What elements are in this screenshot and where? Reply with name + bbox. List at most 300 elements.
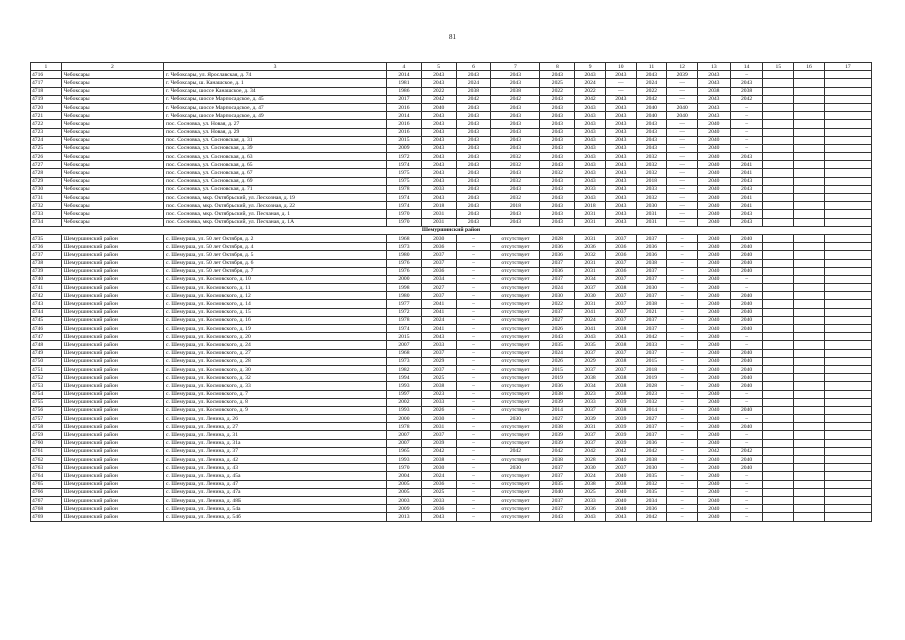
- cell-id: 4752: [31, 374, 62, 382]
- cell-value: 2037: [421, 349, 456, 357]
- cell-value: —: [605, 79, 636, 87]
- cell-empty: [794, 234, 825, 242]
- cell-mun: Чебоксары: [61, 120, 163, 128]
- cell-value: 2023: [421, 390, 456, 398]
- column-number-cell: 16: [794, 63, 825, 71]
- cell-value: 2033: [421, 496, 456, 504]
- cell-empty: [794, 202, 825, 210]
- cell-value: 2037: [575, 284, 606, 292]
- cell-id: 4739: [31, 267, 62, 275]
- cell-value: 2039: [605, 431, 636, 439]
- cell-value: 2043: [730, 177, 763, 185]
- cell-y: 2007: [387, 341, 422, 349]
- cell-empty: [794, 185, 825, 193]
- cell-value: 2043: [605, 71, 636, 79]
- table-row: [31, 333, 872, 341]
- cell-value: —: [667, 128, 698, 136]
- cell-value: 2043: [575, 128, 606, 136]
- cell-value: 2018: [491, 202, 540, 210]
- cell-value: 2040: [698, 161, 731, 169]
- cell-value: 2030: [491, 415, 540, 423]
- section-title: Шемуршинский район: [31, 226, 872, 234]
- table-row: [31, 202, 872, 210]
- cell-addr: с. Шемурша, ул. Ленина, д. 37: [163, 447, 386, 455]
- cell-value: 2030: [575, 464, 606, 472]
- cell-value: 2040: [698, 382, 731, 390]
- cell-value: 2039: [605, 439, 636, 447]
- cell-value: 2040: [698, 267, 731, 275]
- registry-table: [30, 62, 872, 522]
- cell-addr: г. Чебоксары, шоссе Марпосадское, д. 47: [163, 103, 386, 111]
- cell-value: 2040: [698, 431, 731, 439]
- cell-value: 2040: [698, 325, 731, 333]
- cell-value: 2037: [636, 423, 667, 431]
- cell-value: 2040: [698, 341, 731, 349]
- cell-id: 4741: [31, 284, 62, 292]
- cell-mun: Шемуршинский район: [61, 349, 163, 357]
- cell-value: 2040: [698, 234, 731, 242]
- cell-value: –: [667, 447, 698, 455]
- cell-value: 2027: [540, 316, 575, 324]
- cell-value: 2026: [540, 357, 575, 365]
- cell-value: 2041: [575, 325, 606, 333]
- cell-empty: [824, 341, 871, 349]
- cell-value: 2040: [605, 472, 636, 480]
- cell-value: 2040: [730, 374, 763, 382]
- cell-value: 2040: [730, 308, 763, 316]
- cell-empty: [763, 464, 794, 472]
- cell-mun: Чебоксары: [61, 95, 163, 103]
- cell-value: 2040: [605, 456, 636, 464]
- column-number-cell: 4: [387, 63, 422, 71]
- cell-value: –: [667, 284, 698, 292]
- cell-id: 4725: [31, 144, 62, 152]
- table-row: [31, 406, 872, 414]
- cell-value: –: [456, 513, 491, 521]
- cell-value: 2043: [456, 218, 491, 226]
- cell-empty: [763, 194, 794, 202]
- cell-value: 2040: [730, 464, 763, 472]
- cell-value: отсутствует: [491, 308, 540, 316]
- cell-value: 2041: [575, 308, 606, 316]
- cell-value: 2037: [540, 275, 575, 283]
- cell-empty: [763, 349, 794, 357]
- cell-value: –: [456, 415, 491, 423]
- cell-value: —: [667, 136, 698, 144]
- cell-value: 2014: [540, 406, 575, 414]
- cell-addr: с. Шемурша, ул. Космовского, д. 19: [163, 325, 386, 333]
- cell-value: 2036: [540, 243, 575, 251]
- cell-value: 2043: [636, 120, 667, 128]
- cell-value: 2043: [456, 103, 491, 111]
- cell-value: 2038: [605, 374, 636, 382]
- cell-value: 2037: [575, 406, 606, 414]
- cell-value: 2040: [698, 439, 731, 447]
- cell-value: 2039: [540, 398, 575, 406]
- cell-empty: [794, 210, 825, 218]
- cell-y: 2004: [387, 472, 422, 480]
- cell-value: 2043: [456, 161, 491, 169]
- cell-id: 4762: [31, 456, 62, 464]
- cell-y: 1976: [387, 267, 422, 275]
- cell-addr: с. Шемурша, ул. Космовского, д. 10: [163, 275, 386, 283]
- cell-value: 2035: [540, 480, 575, 488]
- cell-value: 2043: [605, 153, 636, 161]
- cell-value: отсутствует: [491, 513, 540, 521]
- cell-empty: [763, 316, 794, 324]
- cell-value: 2042: [491, 447, 540, 455]
- cell-empty: [824, 447, 871, 455]
- cell-value: 2043: [575, 153, 606, 161]
- cell-mun: Шемуршинский район: [61, 357, 163, 365]
- table-row: [31, 472, 872, 480]
- cell-mun: Чебоксары: [61, 177, 163, 185]
- cell-value: —: [667, 177, 698, 185]
- cell-addr: с. Шемурша, ул. Ленина, д. 31: [163, 431, 386, 439]
- cell-empty: [824, 136, 871, 144]
- cell-empty: [794, 325, 825, 333]
- cell-value: –: [456, 243, 491, 251]
- cell-addr: с. Шемурша, ул. Космовского, д. 15: [163, 308, 386, 316]
- cell-y: 1970: [387, 210, 422, 218]
- cell-value: отсутствует: [491, 472, 540, 480]
- cell-value: —: [667, 95, 698, 103]
- cell-empty: [794, 374, 825, 382]
- cell-y: 2014: [387, 71, 422, 79]
- cell-value: 2043: [491, 210, 540, 218]
- cell-value: 2038: [421, 456, 456, 464]
- cell-value: 2043: [456, 210, 491, 218]
- cell-addr: с. Шемурша, ул. Космовского, д. 12: [163, 292, 386, 300]
- cell-value: —: [667, 144, 698, 152]
- cell-value: 2025: [421, 374, 456, 382]
- cell-mun: Шемуршинский район: [61, 275, 163, 283]
- cell-value: 2043: [540, 120, 575, 128]
- cell-value: 2043: [540, 128, 575, 136]
- cell-value: —: [667, 210, 698, 218]
- cell-value: 2039: [605, 398, 636, 406]
- cell-value: 2024: [421, 472, 456, 480]
- cell-addr: с. Шемурша, ул. 50 лет Октября, д. 6: [163, 259, 386, 267]
- cell-value: –: [456, 447, 491, 455]
- cell-value: 2037: [540, 505, 575, 513]
- cell-value: –: [456, 496, 491, 504]
- table-row: [31, 431, 872, 439]
- cell-value: 2040: [605, 496, 636, 504]
- cell-id: 4751: [31, 365, 62, 373]
- cell-value: 2037: [636, 267, 667, 275]
- cell-y: 1980: [387, 292, 422, 300]
- cell-empty: [794, 177, 825, 185]
- cell-addr: с. Шемурша, ул. Космовского, д. 9: [163, 406, 386, 414]
- column-number-cell: 17: [824, 63, 871, 71]
- cell-y: 1978: [387, 316, 422, 324]
- cell-value: 2043: [421, 169, 456, 177]
- column-number-cell: 7: [491, 63, 540, 71]
- cell-value: 2042: [636, 95, 667, 103]
- cell-value: –: [730, 128, 763, 136]
- cell-empty: [763, 128, 794, 136]
- cell-value: 2037: [636, 431, 667, 439]
- cell-empty: [763, 505, 794, 513]
- cell-addr: с. Шемурша, ул. Космовского, д. 28: [163, 357, 386, 365]
- cell-value: 2039: [605, 415, 636, 423]
- cell-empty: [824, 300, 871, 308]
- cell-value: 2021: [636, 308, 667, 316]
- cell-id: 4720: [31, 103, 62, 111]
- cell-empty: [824, 316, 871, 324]
- cell-addr: пос. Сосновка, ул. Сосновская, д. 39: [163, 144, 386, 152]
- cell-empty: [794, 456, 825, 464]
- cell-value: 2040: [698, 398, 731, 406]
- cell-value: 2024: [421, 316, 456, 324]
- cell-y: 1970: [387, 464, 422, 472]
- cell-empty: [824, 382, 871, 390]
- cell-value: 2040: [730, 349, 763, 357]
- cell-empty: [794, 333, 825, 341]
- cell-value: 2043: [421, 136, 456, 144]
- table-row: [31, 415, 872, 423]
- cell-value: 2043: [421, 71, 456, 79]
- cell-value: —: [667, 79, 698, 87]
- cell-value: –: [667, 251, 698, 259]
- cell-value: 2043: [421, 112, 456, 120]
- cell-mun: Шемуршинский район: [61, 234, 163, 242]
- cell-value: 2043: [698, 103, 731, 111]
- cell-y: 1975: [387, 177, 422, 185]
- cell-value: 2038: [605, 406, 636, 414]
- cell-mun: Чебоксары: [61, 202, 163, 210]
- cell-addr: с. Шемурша, ул. Космовского, д. 30: [163, 365, 386, 373]
- column-number-cell: 5: [421, 63, 456, 71]
- cell-value: 2043: [421, 144, 456, 152]
- table-row: [31, 79, 872, 87]
- cell-addr: с. Шемурша, ул. Космовского, д. 16: [163, 316, 386, 324]
- table-row: [31, 177, 872, 185]
- section-header-row: [31, 226, 872, 234]
- table-row: [31, 169, 872, 177]
- cell-empty: [824, 267, 871, 275]
- cell-mun: Шемуршинский район: [61, 300, 163, 308]
- cell-value: –: [456, 472, 491, 480]
- cell-mun: Шемуршинский район: [61, 431, 163, 439]
- cell-value: –: [667, 406, 698, 414]
- cell-value: отсутствует: [491, 243, 540, 251]
- cell-value: 2043: [605, 120, 636, 128]
- cell-value: –: [667, 308, 698, 316]
- cell-value: 2040: [698, 128, 731, 136]
- cell-mun: Чебоксары: [61, 169, 163, 177]
- cell-value: —: [667, 87, 698, 95]
- table-row: [31, 161, 872, 169]
- cell-id: 4768: [31, 505, 62, 513]
- cell-value: 2043: [575, 144, 606, 152]
- cell-empty: [763, 103, 794, 111]
- cell-value: отсутствует: [491, 267, 540, 275]
- cell-value: 2036: [636, 251, 667, 259]
- cell-value: —: [667, 161, 698, 169]
- cell-value: 2043: [540, 71, 575, 79]
- cell-value: –: [730, 480, 763, 488]
- cell-empty: [763, 439, 794, 447]
- cell-value: 2040: [698, 194, 731, 202]
- cell-id: 4722: [31, 120, 62, 128]
- cell-value: 2043: [636, 144, 667, 152]
- cell-value: 2030: [636, 464, 667, 472]
- cell-addr: с. Шемурша, ул. Ленина, д. 45а: [163, 472, 386, 480]
- cell-value: –: [730, 439, 763, 447]
- cell-id: 4748: [31, 341, 62, 349]
- cell-value: 2043: [575, 71, 606, 79]
- cell-empty: [824, 103, 871, 111]
- cell-value: –: [667, 341, 698, 349]
- cell-value: 2040: [730, 300, 763, 308]
- cell-empty: [794, 357, 825, 365]
- cell-addr: с. Шемурша, ул. Ленина, д. 54а: [163, 505, 386, 513]
- cell-value: —: [667, 218, 698, 226]
- cell-empty: [824, 480, 871, 488]
- cell-empty: [763, 415, 794, 423]
- cell-empty: [824, 439, 871, 447]
- cell-empty: [824, 406, 871, 414]
- cell-value: 2043: [540, 185, 575, 193]
- cell-value: 2043: [605, 95, 636, 103]
- cell-empty: [824, 308, 871, 316]
- cell-id: 4732: [31, 202, 62, 210]
- cell-mun: Шемуршинский район: [61, 464, 163, 472]
- cell-mun: Шемуршинский район: [61, 447, 163, 455]
- cell-mun: Шемуршинский район: [61, 382, 163, 390]
- cell-value: 2043: [421, 153, 456, 161]
- cell-y: 1974: [387, 202, 422, 210]
- cell-empty: [763, 333, 794, 341]
- cell-value: 2043: [698, 79, 731, 87]
- cell-value: 2033: [421, 185, 456, 193]
- cell-id: 4726: [31, 153, 62, 161]
- cell-empty: [763, 374, 794, 382]
- cell-value: 2018: [421, 202, 456, 210]
- cell-empty: [763, 251, 794, 259]
- cell-empty: [763, 275, 794, 283]
- cell-value: отсутствует: [491, 325, 540, 333]
- cell-y: 1973: [387, 357, 422, 365]
- cell-empty: [824, 284, 871, 292]
- cell-empty: [794, 488, 825, 496]
- cell-empty: [824, 87, 871, 95]
- cell-value: –: [667, 243, 698, 251]
- cell-empty: [763, 496, 794, 504]
- cell-empty: [763, 357, 794, 365]
- table-row: [31, 259, 872, 267]
- cell-empty: [824, 185, 871, 193]
- cell-empty: [794, 87, 825, 95]
- cell-id: 4745: [31, 316, 62, 324]
- cell-empty: [763, 210, 794, 218]
- cell-value: –: [667, 488, 698, 496]
- table-row: [31, 120, 872, 128]
- cell-value: 2037: [636, 234, 667, 242]
- cell-empty: [763, 169, 794, 177]
- cell-id: 4766: [31, 488, 62, 496]
- cell-value: 2030: [540, 292, 575, 300]
- cell-y: 1978: [387, 423, 422, 431]
- cell-value: –: [730, 144, 763, 152]
- cell-addr: пос. Сосновка, ул. Сосновская, д. 71: [163, 185, 386, 193]
- cell-empty: [763, 325, 794, 333]
- cell-value: 2040: [698, 120, 731, 128]
- cell-y: 2005: [387, 480, 422, 488]
- cell-value: отсутствует: [491, 456, 540, 464]
- cell-value: 2029: [421, 357, 456, 365]
- cell-value: –: [456, 325, 491, 333]
- cell-mun: Шемуршинский район: [61, 325, 163, 333]
- cell-value: –: [456, 439, 491, 447]
- cell-value: 2019: [636, 374, 667, 382]
- cell-value: 2040: [698, 488, 731, 496]
- cell-value: 2014: [636, 406, 667, 414]
- cell-addr: с. Шемурша, ул. Ленина, д. 26: [163, 415, 386, 423]
- cell-value: 2024: [540, 284, 575, 292]
- cell-empty: [763, 153, 794, 161]
- cell-value: 2037: [605, 234, 636, 242]
- cell-value: 2040: [730, 259, 763, 267]
- cell-empty: [794, 308, 825, 316]
- cell-value: 2038: [605, 341, 636, 349]
- cell-value: 2037: [575, 349, 606, 357]
- cell-empty: [794, 292, 825, 300]
- cell-value: отсутствует: [491, 398, 540, 406]
- cell-empty: [794, 275, 825, 283]
- cell-id: 4728: [31, 169, 62, 177]
- cell-y: 1993: [387, 456, 422, 464]
- cell-value: 2036: [605, 243, 636, 251]
- cell-value: 2043: [491, 185, 540, 193]
- cell-value: –: [456, 505, 491, 513]
- cell-value: 2025: [575, 488, 606, 496]
- cell-mun: Шемуршинский район: [61, 390, 163, 398]
- cell-value: 2029: [575, 357, 606, 365]
- cell-empty: [794, 349, 825, 357]
- cell-empty: [794, 243, 825, 251]
- cell-y: 1974: [387, 194, 422, 202]
- cell-value: 2040: [698, 144, 731, 152]
- cell-value: 2043: [575, 513, 606, 521]
- cell-mun: Чебоксары: [61, 128, 163, 136]
- cell-value: 2030: [421, 415, 456, 423]
- cell-value: 2037: [421, 431, 456, 439]
- cell-value: 2036: [421, 480, 456, 488]
- cell-empty: [824, 234, 871, 242]
- cell-value: 2043: [456, 185, 491, 193]
- cell-value: 2043: [456, 202, 491, 210]
- cell-value: 2043: [456, 177, 491, 185]
- cell-value: 2030: [636, 202, 667, 210]
- cell-value: отсутствует: [491, 488, 540, 496]
- cell-id: 4737: [31, 251, 62, 259]
- cell-value: 2025: [421, 488, 456, 496]
- cell-y: 1974: [387, 325, 422, 333]
- cell-value: отсутствует: [491, 357, 540, 365]
- table-row: [31, 357, 872, 365]
- column-number-cell: 2: [61, 63, 163, 71]
- table-row: [31, 374, 872, 382]
- cell-empty: [763, 406, 794, 414]
- cell-empty: [824, 120, 871, 128]
- cell-value: отсутствует: [491, 341, 540, 349]
- cell-value: 2043: [456, 144, 491, 152]
- cell-value: 2036: [636, 505, 667, 513]
- cell-empty: [794, 251, 825, 259]
